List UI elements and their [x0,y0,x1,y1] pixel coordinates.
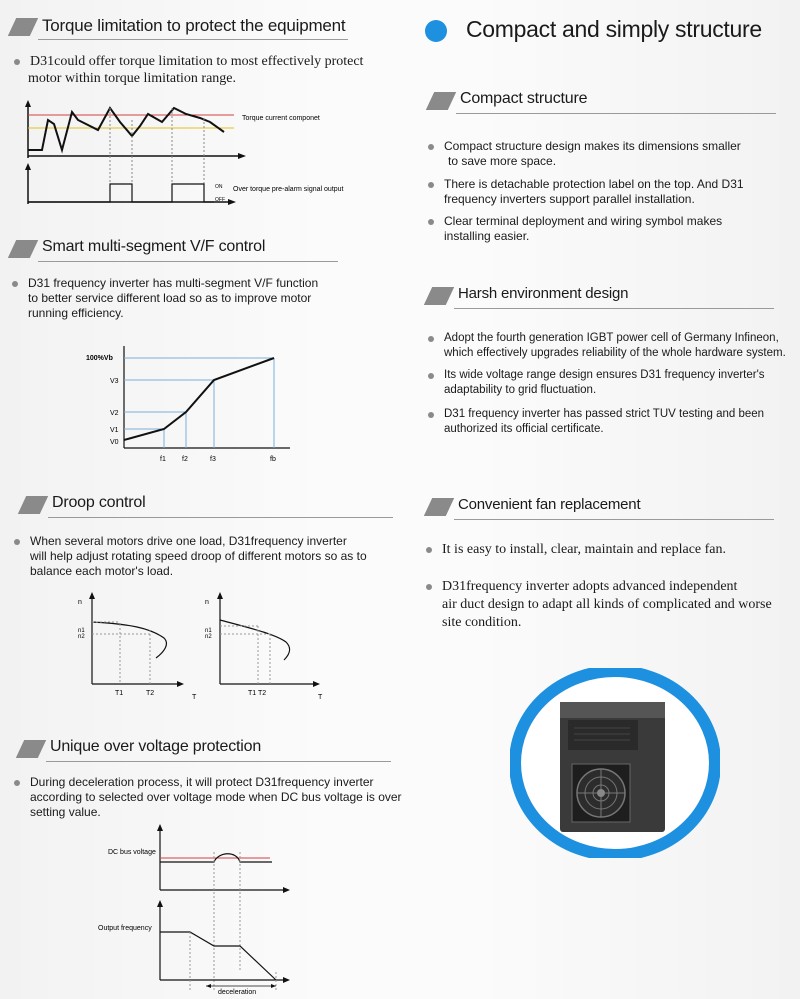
bullet-dot-icon [14,59,20,65]
fan-hub [597,789,605,797]
droop-section-title: Droop control [52,494,146,511]
arrow-icon [313,681,320,687]
torque-current-curve [28,108,224,150]
inverter-panel [568,720,638,750]
overvoltage-text-line1: During deceleration process, it will protect D31frequency inverter [30,775,374,789]
freq-curve [160,932,276,980]
section-rule [454,308,774,309]
vf-label-100vb: 100%Vb [86,355,113,362]
droop-text-line2: will help adjust rotating speed droop of different motors so as to [30,549,367,563]
arrow-icon [89,592,95,599]
arrow-icon [217,592,223,599]
droop-text-line1: When several motors drive one load, D31frequency inverter [30,534,347,548]
bullet-dot-icon [428,373,434,379]
bullet-dot-icon [428,144,434,150]
bullet-dot-icon [428,219,434,225]
bullet-dot-icon [426,547,432,553]
arrow-icon [25,163,31,170]
bullet-dot-icon [14,539,20,545]
vf-curve-diagram [80,338,300,468]
harsh-b2-line1: Its wide voltage range design ensures D31 frequency inverter's [444,369,765,381]
fan-b2-line3: site condition. [442,615,522,630]
arrow-icon [238,153,246,159]
fan-section-title: Convenient fan replacement [458,496,641,513]
torque-text-line1: D31could offer torque limitation to most effectively protect [30,54,364,69]
bullet-dot-icon [428,412,434,418]
arrow-icon [25,100,31,107]
bullet-dot-icon [426,584,432,590]
vf-label-fb: fb [270,456,276,463]
dc-bus-label: DC bus voltage [108,849,156,856]
arrow-icon [228,199,236,205]
vf-section-title: Smart multi-segment V/F control [42,238,266,255]
torque-section-title: Torque limitation to protect the equipment [42,16,346,35]
main-title-dot-icon [425,20,447,42]
signal-output-label: Over torque pre-alarm signal output [233,186,344,193]
vf-label-v3: V3 [110,378,119,385]
vf-curve [124,358,274,440]
vf-label-f1: f1 [160,456,166,463]
signal-on-label: ON [215,184,223,190]
compact-b2-line1: There is detachable protection label on the top. And D31 [444,177,744,191]
arrow-icon [157,824,163,831]
fan-b2-line1: D31frequency inverter adopts advanced independent [442,579,738,594]
droop2-n2: n2 [205,634,212,640]
compact-b3-line1: Clear terminal deployment and wiring symbol makes [444,214,723,228]
inverter-top [560,702,665,718]
inverter-fan-image [510,668,720,858]
vf-text-line2: to better service different load so as to improve motor [28,291,312,305]
section-rule [38,261,338,262]
section-rule [454,519,774,520]
vf-label-v2: V2 [110,410,119,417]
droop1-n2: n2 [78,634,85,640]
torque-text-line2: motor within torque limitation range. [28,71,237,86]
droop-diagram [70,590,340,705]
torque-current-label: Torque current componet [242,115,320,122]
droop1-axis-t: T [192,694,197,701]
compact-section-title: Compact structure [460,90,588,107]
compact-b1-line1: Compact structure design makes its dimensions smaller [444,139,741,153]
droop1-t1: T1 [115,690,124,697]
section-rule [46,761,391,762]
droop1-curve [92,622,166,658]
section-rule [456,113,776,114]
harsh-b2-line2: adaptability to grid fluctuation. [444,384,597,396]
harsh-b3-line1: D31 frequency inverter has passed strict TUV testing and been [444,408,765,420]
droop2-curve [220,620,290,660]
droop1-n1: n1 [78,628,85,634]
vf-label-f2: f2 [182,456,188,463]
output-freq-label: Output frequency [98,925,152,932]
vf-text-line1: D31 frequency inverter has multi-segment V/F function [28,276,319,290]
droop1-t2: T2 [146,690,155,697]
droop2-axis-n: n [205,599,209,606]
harsh-b1-line1: Adopt the fourth generation IGBT power cell of Germany Infineon, [444,332,779,344]
vf-text-line3: running efficiency. [28,306,124,320]
arrow-icon [206,984,211,988]
bullet-dot-icon [14,780,20,786]
droop1-axis-n: n [78,599,82,606]
deceleration-label: deceleration [218,989,257,996]
fan-b2-line2: air duct design to adapt all kinds of complicated and worse [442,597,772,612]
droop2-n1: n1 [205,628,212,634]
bullet-dot-icon [428,182,434,188]
overvoltage-text-line2: according to selected over voltage mode when DC bus voltage is over [30,790,402,804]
torque-diagram [14,100,374,210]
signal-off-label: OFF [215,197,225,203]
droop2-t1t2: T1 T2 [248,690,267,697]
droop-text-line3: balance each motor's load. [30,564,174,578]
harsh-b3-line2: authorized its official certificate. [444,423,604,435]
main-title: Compact and simply structure [466,16,762,42]
alarm-signal-curve [28,184,214,202]
overvoltage-text-line3: setting value. [30,805,101,819]
fan-b1: It is easy to install, clear, maintain and replace fan. [442,542,726,557]
compact-b1-line2: to save more space. [448,154,557,168]
section-rule [48,517,393,518]
bullet-dot-icon [12,281,18,287]
vf-label-v0: V0 [110,439,119,446]
arrow-icon [271,984,276,988]
harsh-b1-line2: which effectively upgrades reliability of the whole hardware system. [444,347,786,359]
vf-label-f3: f3 [210,456,216,463]
arrow-icon [177,681,184,687]
arrow-icon [283,887,290,893]
bullet-dot-icon [428,336,434,342]
overvoltage-section-title: Unique over voltage protection [50,738,262,755]
droop2-axis-t: T [318,694,323,701]
vf-label-v1: V1 [110,427,119,434]
compact-b2-line2: frequency inverters support parallel installation. [444,192,695,206]
harsh-section-title: Harsh environment design [458,285,629,302]
compact-b3-line2: installing easier. [444,229,530,243]
section-rule [38,39,348,40]
overvoltage-diagram [90,822,300,997]
arrow-icon [157,900,163,907]
arrow-icon [283,977,290,983]
